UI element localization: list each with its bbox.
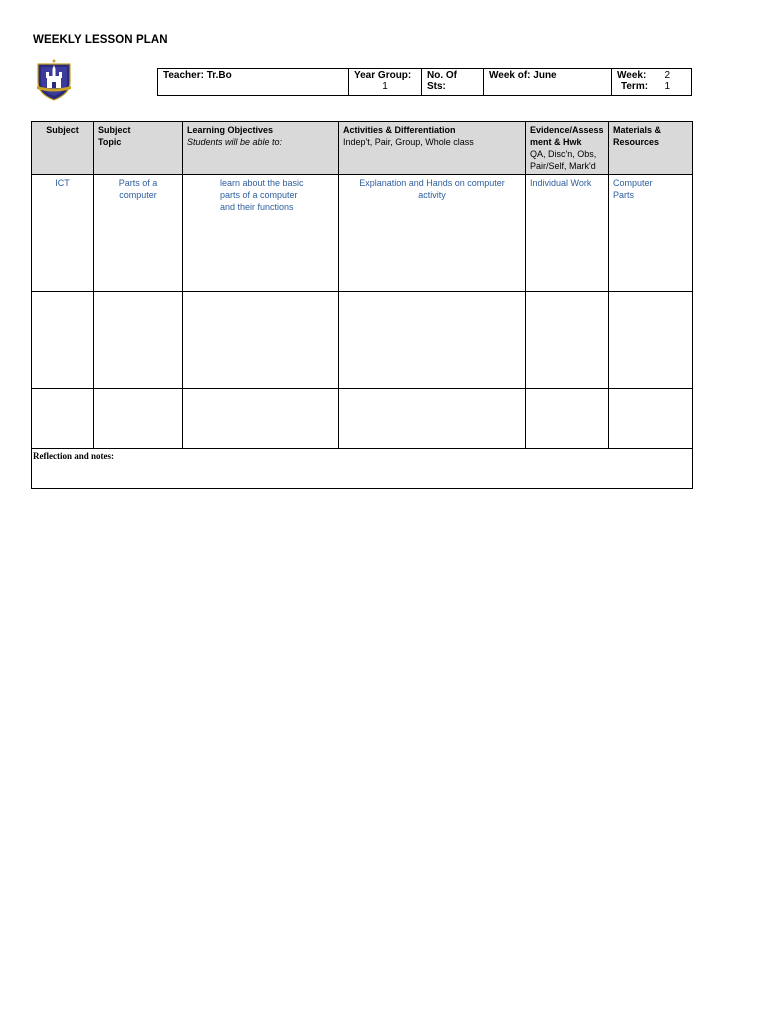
teacher-label: Teacher: Tr.Bo bbox=[163, 70, 232, 81]
year-group-cell bbox=[349, 69, 422, 96]
empty-cell bbox=[183, 292, 339, 389]
week-of-cell bbox=[484, 69, 612, 96]
header-learning-objectives: Learning Objectives Students will be able to: bbox=[183, 122, 339, 175]
empty-cell bbox=[339, 292, 526, 389]
header-activities: Activities & Differentiation Indep't, Pair, Group, Whole class bbox=[339, 122, 526, 175]
header-subject-topic: Subject Topic bbox=[94, 122, 183, 175]
table-row bbox=[32, 175, 693, 292]
no-of-students-cell bbox=[422, 69, 484, 96]
empty-cell bbox=[32, 292, 94, 389]
year-group-value: 1 bbox=[382, 81, 388, 92]
empty-cell bbox=[339, 389, 526, 449]
year-group-label: Year Group: bbox=[354, 70, 412, 81]
no-of-students-label: No. Of Sts: bbox=[427, 70, 457, 92]
activities-cell: Explanation and Hands on computer activity bbox=[339, 175, 526, 292]
empty-cell bbox=[526, 389, 609, 449]
table-row bbox=[32, 292, 693, 389]
empty-cell bbox=[609, 292, 693, 389]
subject-cell: ICT bbox=[32, 175, 94, 292]
teacher-cell bbox=[158, 69, 349, 96]
empty-cell bbox=[609, 389, 693, 449]
reflection-row bbox=[32, 449, 693, 489]
week-value: 2 bbox=[664, 70, 670, 81]
empty-cell bbox=[32, 389, 94, 449]
document-title: WEEKLY LESSON PLAN bbox=[33, 34, 168, 46]
header-subject: Subject bbox=[32, 122, 94, 175]
header-materials: Materials & Resources bbox=[609, 122, 693, 175]
reflection-notes-field[interactable] bbox=[32, 449, 693, 489]
table-row bbox=[32, 389, 693, 449]
empty-cell bbox=[526, 292, 609, 389]
term-value: 1 bbox=[664, 81, 670, 92]
materials-cell: Computer Parts bbox=[609, 175, 693, 292]
lesson-plan-table bbox=[31, 121, 693, 489]
week-of-label: Week of: June bbox=[489, 70, 557, 81]
header-evidence: Evidence/Assess ment & Hwk QA, Disc'n, Obs, Pair/Self, Mark'd bbox=[526, 122, 609, 175]
reflection-label: Reflection and notes: bbox=[33, 451, 114, 461]
evidence-cell: Individual Work bbox=[526, 175, 609, 292]
empty-cell bbox=[183, 389, 339, 449]
empty-cell bbox=[94, 389, 183, 449]
empty-cell bbox=[94, 292, 183, 389]
term-label: Term: bbox=[621, 81, 649, 92]
topic-cell: Parts of a computer bbox=[94, 175, 183, 292]
school-crest-logo bbox=[34, 58, 74, 102]
week-label: Week: bbox=[617, 70, 647, 81]
week-term-cell bbox=[612, 69, 692, 96]
teacher-info-table bbox=[157, 68, 692, 96]
objectives-cell: learn about the basic parts of a computer and their functions bbox=[183, 175, 339, 292]
